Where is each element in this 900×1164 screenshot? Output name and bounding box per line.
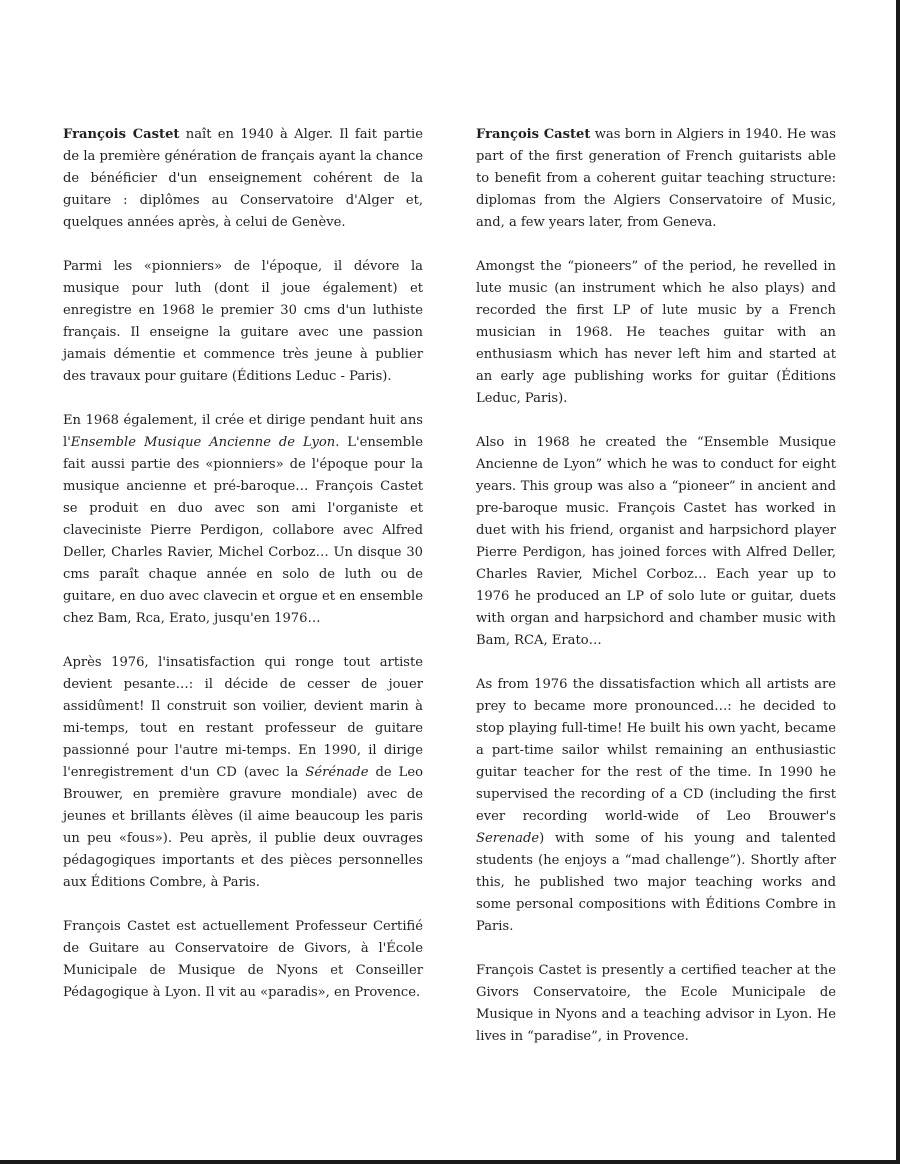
fr-serenade-title: Sérénade xyxy=(305,765,369,780)
en-serenade-title: Serenade xyxy=(476,831,540,846)
fr-paragraph-3 xyxy=(63,410,423,630)
fr-name-bold: François Castet xyxy=(63,127,180,142)
fr-paragraph-1-text: naît en 1940 à Alger. Il fait partie de la première génération de français ayant la chance de bénéficier d'un enseignement cohérent de la guitare : diplômes au Conservatoire d'Alger et, quelques années après, à celui de Genève. xyxy=(63,127,423,230)
en-paragraph-1-text: was born in Algiers in 1940. He was part of the first generation of French guitarists able to benefit from a coherent guitar teaching structure: diplomas from the Algiers Conservatoire of Music, and, a few years later, from Geneva. xyxy=(476,127,836,230)
en-name-bold: François Castet xyxy=(476,127,591,142)
fr-paragraph-4 xyxy=(63,652,423,894)
en-paragraph-4-before: As from 1976 the dissatisfaction which all artists are prey to became more pronounced…: he decided to stop playing full-time! He built his own yacht, became a part-time sailor whilst remaining an enthusiastic guitar teacher for the rest of the time. In 1990 he supervised the recording of a CD (including the first ever recording world-wide of Leo Brouwer's xyxy=(476,677,836,824)
en-paragraph-1 xyxy=(476,124,836,234)
en-paragraph-5: François Castet is presently a certified teacher at the Givors Conservatoire, the Ecole Municipale de Musique in Nyons and a teaching advisor in Lyon. He lives in “paradise”, in Provence. xyxy=(476,963,836,1044)
fr-paragraph-4-after: de Leo Brouwer, en première gravure mondiale) avec de jeunes et brillants élèves (il aime beaucoup les paris un peu «fous»). Peu après, il publie deux ouvrages pédagogiques importants et des pièces personnelles aux Éditions Combre, à Paris. xyxy=(63,765,423,890)
fr-paragraph-3-before: En 1968 également, il crée et dirige pendant huit ans l' xyxy=(63,413,423,450)
en-paragraph-2: Amongst the “pioneers” of the period, he revelled in lute music (an instrument which he also plays) and recorded the first LP of lute music by a French musician in 1968. He teaches guitar with an enthusiasm which has never left him and started at an early age publishing works for guitar (Éditions Leduc, Paris). xyxy=(476,259,836,406)
en-paragraph-3: Also in 1968 he created the “Ensemble Musique Ancienne de Lyon” which he was to conduct for eight years. This group was also a “pioneer” in ancient and pre-baroque music. François Castet has worked in duet with his friend, organist and harpsichord player Pierre Perdigon, has joined forces with Alfred Deller, Charles Ravier, Michel Corboz… Each year up to 1976 he produced an LP of solo lute or guitar, duets with organ and harpsichord and chamber music with Bam, RCA, Erato… xyxy=(476,435,836,648)
fr-paragraph-1 xyxy=(63,124,423,234)
en-paragraph-4-after: ) with some of his young and talented students (he enjoys a “mad challenge”). Shortly after this, he published two major teaching works and some personal compositions with Éditions Combre in Paris. xyxy=(476,831,836,934)
fr-paragraph-2: Parmi les «pionniers» de l'époque, il dévore la musique pour luth (dont il joue également) et enregistre en 1968 le premier 30 cms d'un luthiste français. Il enseigne la guitare avec une passion jamais démentie et commence très jeune à publier des travaux pour guitare (Éditions Leduc - Paris). xyxy=(63,259,423,384)
fr-paragraph-4-before: Après 1976, l'insatisfaction qui ronge tout artiste devient pesante…: il décide de cesser de jouer assidûment! Il construit son voilier, devient marin à mi-temps, tout en restant professeur de guitare passionné pour l'autre mi-temps. En 1990, il dirige l'enregistrement d'un CD (avec la xyxy=(63,655,423,780)
french-column xyxy=(63,124,423,1026)
fr-ensemble-title: Ensemble Musique Ancienne de Lyon xyxy=(70,435,336,450)
fr-paragraph-5: François Castet est actuellement Professeur Certifié de Guitare au Conservatoire de Givors, à l'École Municipale de Musique de Nyons et Conseiller Pédagogique à Lyon. Il vit au «paradis», en Provence. xyxy=(63,919,423,1000)
fr-paragraph-3-after: . L'ensemble fait aussi partie des «pionniers» de l'époque pour la musique ancienne et pré-baroque… François Castet se produit en duo avec son ami l'organiste et claveciniste Pierre Perdigon, collabore avec Alfred Deller, Charles Ravier, Michel Corboz… Un disque 30 cms paraît chaque année en solo de luth ou de guitare, en duo avec clavecin et orgue et en ensemble chez Bam, Rca, Erato, jusqu'en 1976… xyxy=(63,435,423,626)
en-paragraph-4 xyxy=(476,674,836,938)
english-column xyxy=(476,124,836,1070)
